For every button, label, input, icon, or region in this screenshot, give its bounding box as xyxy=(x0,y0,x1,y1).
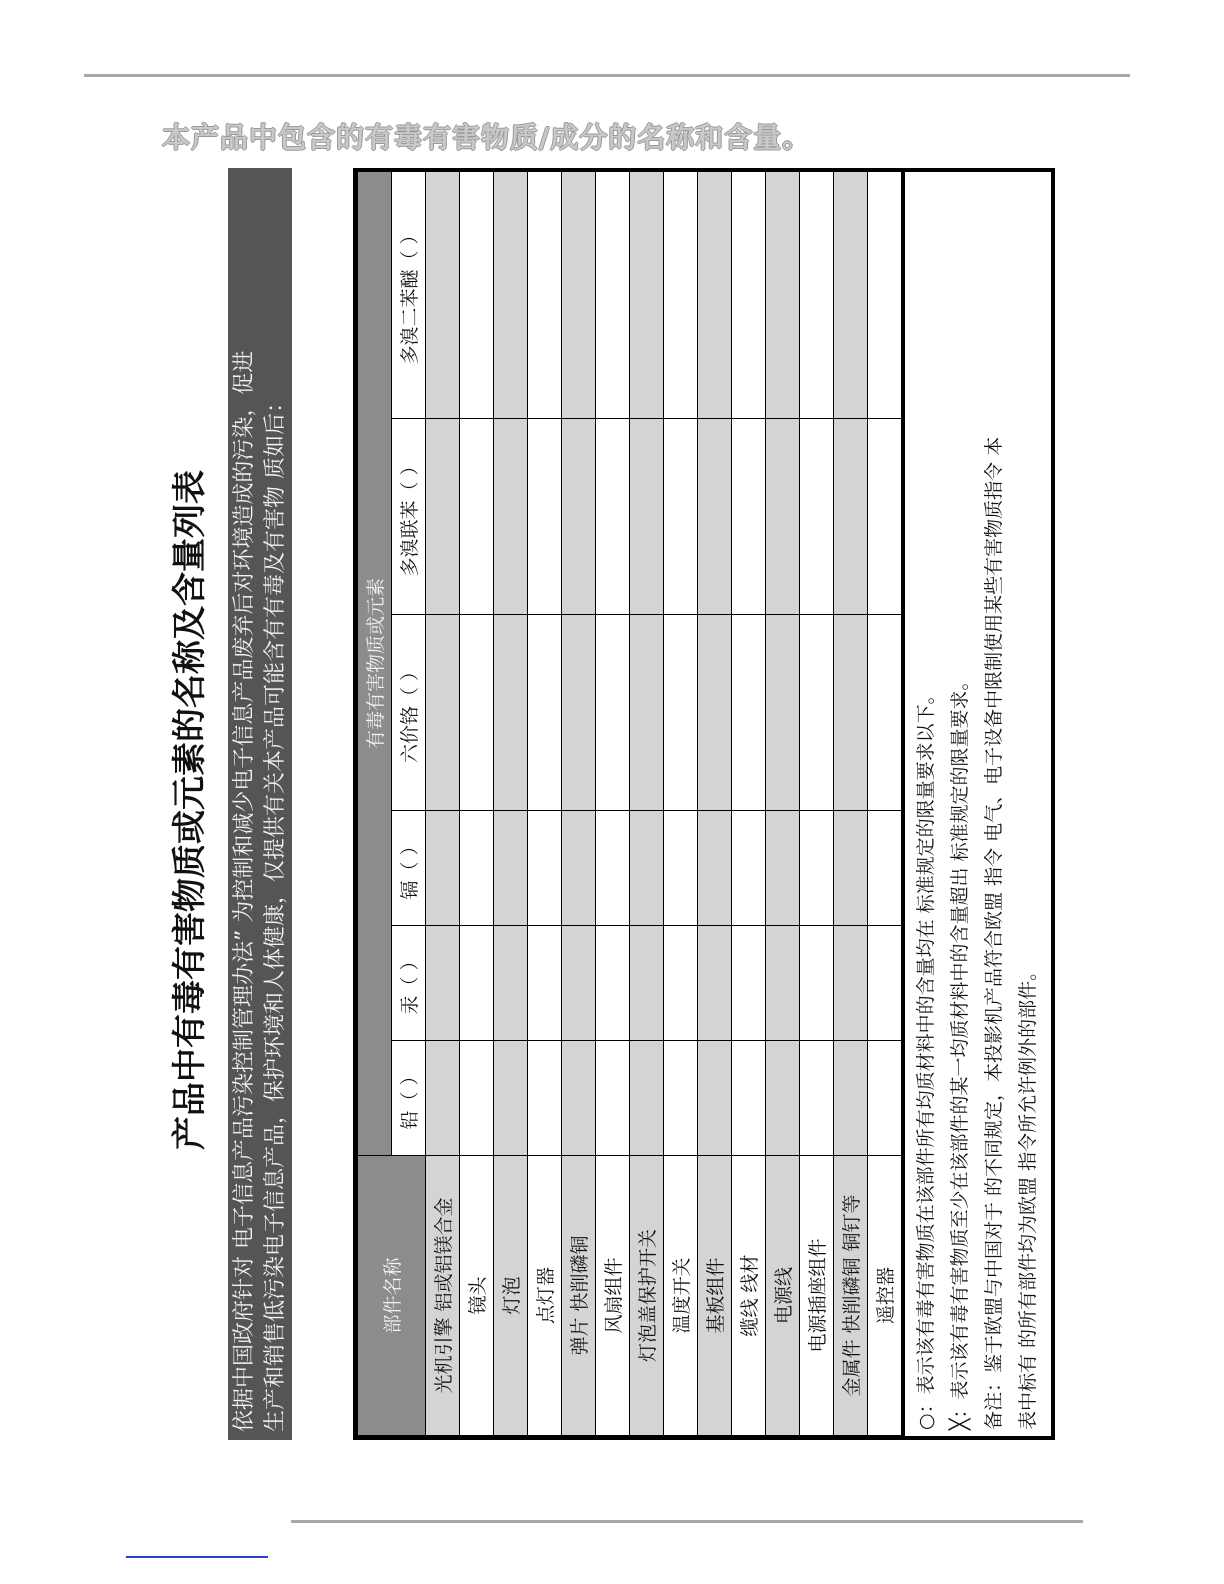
substance-cell xyxy=(562,926,596,1041)
substance-cell xyxy=(834,1041,868,1156)
substance-cell xyxy=(494,171,528,418)
table-row xyxy=(630,171,664,1435)
part-name-cell: 电源插座组件 xyxy=(800,1156,834,1436)
top-rule xyxy=(84,74,1130,77)
substance-cell xyxy=(732,171,766,418)
table-body xyxy=(426,171,902,1435)
substance-cell xyxy=(732,811,766,926)
table-row xyxy=(732,171,766,1435)
part-name-cell: 缆线 线材 xyxy=(732,1156,766,1436)
part-name-cell: 灯泡 xyxy=(494,1156,528,1436)
table-row xyxy=(494,171,528,1435)
substance-cell xyxy=(664,811,698,926)
substance-cell xyxy=(664,615,698,811)
part-name-cell: 点灯器 xyxy=(528,1156,562,1436)
note-circle: ○：表示该有毒有害物质在该部件所有均质材料中的含量均在 标准规定的限量要求以下。 xyxy=(915,685,937,1430)
substance-cell xyxy=(426,419,460,615)
note-remark-2: 表中标有 的所有部件均为欧盟 指令所允许例外的部件。 xyxy=(1017,961,1039,1430)
substance-cell xyxy=(596,171,630,418)
substance-cell xyxy=(460,1041,494,1156)
part-name-cell: 灯泡盖保护开关 xyxy=(630,1156,664,1436)
bottom-rule xyxy=(291,1520,1083,1523)
substance-cell xyxy=(868,615,902,811)
header-element-5: 多溴二苯醚（ ） xyxy=(392,171,426,418)
substance-cell xyxy=(596,926,630,1041)
substance-cell xyxy=(528,811,562,926)
footer-link-underline[interactable] xyxy=(126,1556,268,1558)
substance-cell xyxy=(596,811,630,926)
part-name-cell: 镜头 xyxy=(460,1156,494,1436)
substance-cell xyxy=(800,926,834,1041)
header-element-0: 铅（ ） xyxy=(392,1041,426,1156)
substance-cell xyxy=(494,1041,528,1156)
hazardous-substance-table xyxy=(353,168,1055,1440)
part-name-cell: 遥控器 xyxy=(868,1156,902,1436)
substance-cell xyxy=(460,926,494,1041)
substance-cell xyxy=(664,926,698,1041)
note-cross: ╳：表示该有毒有害物质至少在该部件的某一均质材料中的含量超出 标准规定的限量要求。 xyxy=(949,671,971,1430)
substance-cell xyxy=(562,615,596,811)
substance-cell xyxy=(562,811,596,926)
substance-cell xyxy=(834,419,868,615)
table-row xyxy=(426,171,460,1435)
table-row xyxy=(800,171,834,1435)
intro-box xyxy=(228,168,292,1440)
substance-cell xyxy=(562,171,596,418)
substance-cell xyxy=(868,926,902,1041)
substance-cell xyxy=(460,615,494,811)
substance-cell xyxy=(562,419,596,615)
substance-cell xyxy=(630,1041,664,1156)
substance-cell xyxy=(528,926,562,1041)
part-name-cell: 温度开关 xyxy=(664,1156,698,1436)
table-row xyxy=(834,171,868,1435)
part-name-cell: 基板组件 xyxy=(698,1156,732,1436)
substance-cell xyxy=(630,419,664,615)
substance-cell xyxy=(732,926,766,1041)
substance-cell xyxy=(800,1041,834,1156)
substance-cell xyxy=(800,615,834,811)
substance-cell xyxy=(800,811,834,926)
substance-cell xyxy=(528,419,562,615)
substance-cell xyxy=(528,1041,562,1156)
substance-cell xyxy=(698,926,732,1041)
substance-cell xyxy=(868,171,902,418)
substance-cell xyxy=(664,171,698,418)
intro-line-1: 依据中国政府针对 电子信息产品污染控制管理办法” 为控制和减少电子信息产品废弃后对环境造成的污染，促进 xyxy=(232,350,257,1432)
substance-cell xyxy=(630,171,664,418)
substance-cell xyxy=(460,171,494,418)
substance-cell xyxy=(698,171,732,418)
substance-cell xyxy=(868,811,902,926)
substance-cell xyxy=(630,615,664,811)
substance-cell xyxy=(834,926,868,1041)
substance-cell xyxy=(698,615,732,811)
substance-cell xyxy=(596,419,630,615)
substance-cell xyxy=(766,926,800,1041)
table-row xyxy=(460,171,494,1435)
substance-cell xyxy=(732,615,766,811)
substance-cell xyxy=(834,811,868,926)
part-name-cell: 金属件 快削磷铜 铜钉等 xyxy=(834,1156,868,1436)
table-row xyxy=(766,171,800,1435)
substance-cell xyxy=(698,419,732,615)
substance-cell xyxy=(596,615,630,811)
substance-cell xyxy=(766,615,800,811)
header-substance-group: 有毒有害物质或元素 xyxy=(358,171,392,1155)
note-remark-1: 备注：鉴于欧盟与中国对于 的不同规定，本投影机产品符合欧盟 指令 电气、电子设备中限制使用某些有害物质指令 本 xyxy=(983,436,1005,1430)
part-name-cell: 风扇组件 xyxy=(596,1156,630,1436)
substance-cell xyxy=(732,1041,766,1156)
substance-cell xyxy=(630,926,664,1041)
table-row xyxy=(596,171,630,1435)
substance-cell xyxy=(494,926,528,1041)
substance-cell xyxy=(426,171,460,418)
substance-cell xyxy=(528,171,562,418)
substance-cell xyxy=(868,419,902,615)
table-row xyxy=(698,171,732,1435)
part-name-cell: 弹片 快削磷铜 xyxy=(562,1156,596,1436)
substance-cell xyxy=(732,419,766,615)
substance-cell xyxy=(426,926,460,1041)
substance-cell xyxy=(664,1041,698,1156)
substance-cell xyxy=(766,1041,800,1156)
header-part-name: 部件名称 xyxy=(358,1156,426,1436)
part-name-cell: 光机引擎 铝或铝镁合金 xyxy=(426,1156,460,1436)
substance-cell xyxy=(460,811,494,926)
substance-cell xyxy=(426,615,460,811)
substance-cell xyxy=(698,811,732,926)
substance-cell xyxy=(596,1041,630,1156)
substance-cell xyxy=(664,419,698,615)
substance-cell xyxy=(800,171,834,418)
substance-cell xyxy=(494,811,528,926)
substance-cell xyxy=(426,811,460,926)
page-title: 产品中有毒有害物质或元素的名称及含量列表 xyxy=(170,470,210,1150)
substance-cell xyxy=(766,811,800,926)
substance-cell xyxy=(630,811,664,926)
substance-cell xyxy=(494,615,528,811)
substance-table xyxy=(357,171,902,1436)
header-element-3: 六价铬（ ） xyxy=(392,615,426,811)
substance-cell xyxy=(800,419,834,615)
substance-cell xyxy=(494,419,528,615)
header-element-1: 汞（ ） xyxy=(392,926,426,1041)
header-element-4: 多溴联苯（ ） xyxy=(392,419,426,615)
header-element-2: 镉（ ） xyxy=(392,811,426,926)
table-row xyxy=(562,171,596,1435)
substance-cell xyxy=(834,171,868,418)
part-name-cell: 电源线 xyxy=(766,1156,800,1436)
table-row xyxy=(528,171,562,1435)
intro-line-2: 生产和销售低污染电子信息产品，保护环境和人体健康，仅提供有关本产品可能含有有毒及有害物 质如后： xyxy=(263,391,288,1432)
table-notes xyxy=(902,172,1049,1436)
rotated-content xyxy=(160,160,1060,1460)
table-row xyxy=(868,171,902,1435)
substance-cell xyxy=(834,615,868,811)
substance-cell xyxy=(868,1041,902,1156)
substance-cell xyxy=(562,1041,596,1156)
table-row xyxy=(664,171,698,1435)
substance-cell xyxy=(528,615,562,811)
substance-cell xyxy=(698,1041,732,1156)
main-heading: 本产品中包含的有毒有害物质/成分的名称和含量。 xyxy=(162,121,812,154)
substance-cell xyxy=(766,419,800,615)
substance-cell xyxy=(426,1041,460,1156)
substance-cell xyxy=(766,171,800,418)
substance-cell xyxy=(460,419,494,615)
